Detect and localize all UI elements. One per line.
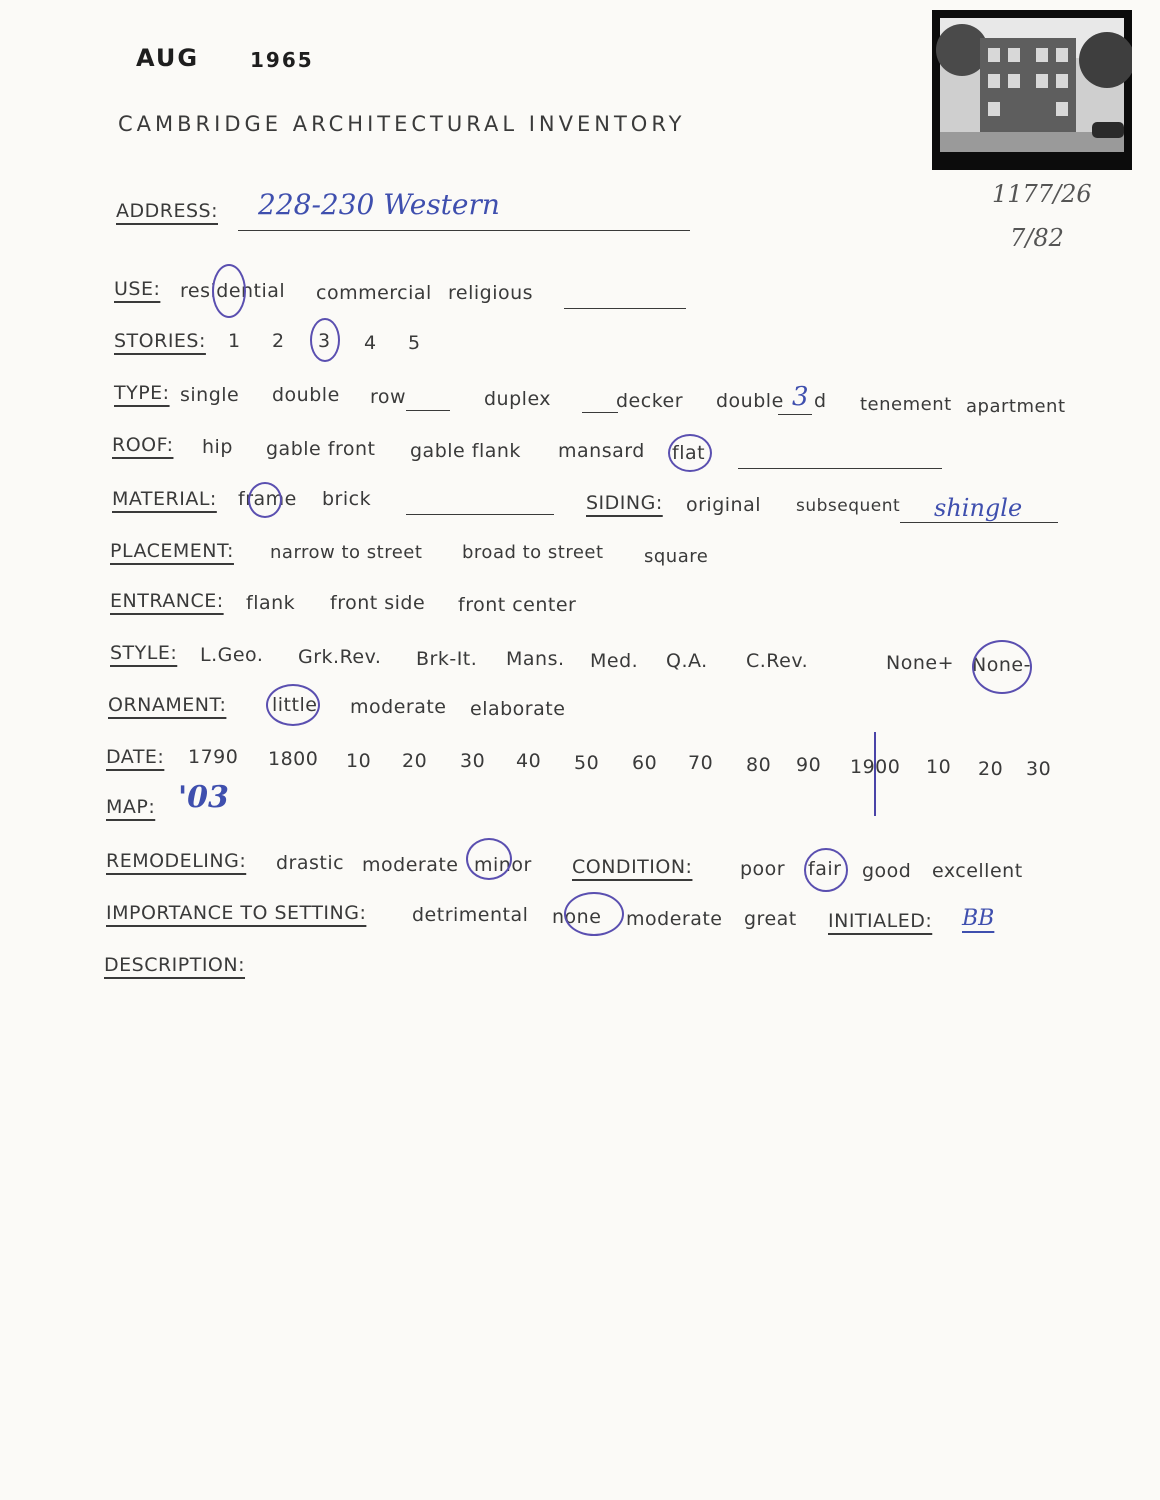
placement-broad: broad to street xyxy=(462,542,604,563)
stories-1: 1 xyxy=(228,330,241,352)
roof-gable-flank: gable flank xyxy=(410,440,521,462)
siding-label: SIDING: xyxy=(586,492,663,514)
address-value: 228-230 Western xyxy=(258,188,500,221)
map-label: MAP: xyxy=(106,796,156,818)
date-1930: 30 xyxy=(1026,758,1052,780)
type-duplex: duplex xyxy=(484,388,552,410)
importance-moderate: moderate xyxy=(626,908,723,930)
importance-detrimental: detrimental xyxy=(412,904,529,926)
remodeling-label: REMODELING: xyxy=(106,850,247,872)
style-none-minus: None- xyxy=(972,654,1031,676)
type-double-suffix: d xyxy=(814,390,827,412)
style-med: Med. xyxy=(590,650,639,672)
roof-hip: hip xyxy=(202,436,233,458)
type-apartment: apartment xyxy=(966,396,1066,417)
siding-subsequent: subsequent xyxy=(796,496,901,516)
ornament-moderate: moderate xyxy=(350,696,447,718)
material-selection-circle xyxy=(248,482,282,518)
stories-label: STORIES: xyxy=(114,330,206,352)
condition-fair: fair xyxy=(808,858,842,880)
style-qa: Q.A. xyxy=(666,650,708,672)
remodeling-minor: minor xyxy=(474,854,532,876)
description-label: DESCRIPTION: xyxy=(104,954,246,976)
roof-flat: flat xyxy=(672,442,706,464)
date-50: 50 xyxy=(574,752,600,774)
style-selection-circle xyxy=(972,640,1032,694)
style-label: STYLE: xyxy=(110,642,178,664)
use-commercial: commercial xyxy=(316,282,432,304)
placement-square: square xyxy=(644,546,709,567)
stories-4: 4 xyxy=(364,332,377,354)
date-60: 60 xyxy=(632,752,658,774)
type-single: single xyxy=(180,384,240,406)
style-grkrev: Grk.Rev. xyxy=(298,646,382,668)
initialed-value: BB xyxy=(962,906,995,931)
date-80: 80 xyxy=(746,754,772,776)
date-1900: 1900 xyxy=(850,756,901,778)
style-mans: Mans. xyxy=(506,648,565,670)
building-photo xyxy=(932,10,1132,170)
use-religious: religious xyxy=(448,282,534,304)
roof-other-line xyxy=(738,468,942,469)
use-other-line xyxy=(564,308,686,309)
condition-poor: poor xyxy=(740,858,786,880)
roof-label: ROOF: xyxy=(112,434,174,456)
address-line xyxy=(238,230,690,231)
remodeling-selection-circle xyxy=(466,838,512,880)
type-decker-count: 3 xyxy=(792,382,809,412)
date-stamp-month: AUG xyxy=(136,44,200,72)
date-selection-mark xyxy=(874,732,876,816)
stories-5: 5 xyxy=(408,332,421,354)
ornament-elaborate: elaborate xyxy=(470,698,566,720)
date-90: 90 xyxy=(796,754,822,776)
style-none-plus: None+ xyxy=(886,652,954,674)
date-10: 10 xyxy=(346,750,372,772)
use-selection-circle xyxy=(212,264,246,318)
style-crev: C.Rev. xyxy=(746,650,809,672)
style-lgeo: L.Geo. xyxy=(200,644,264,666)
condition-label: CONDITION: xyxy=(572,856,693,878)
date-1920: 20 xyxy=(978,758,1004,780)
type-double: double xyxy=(272,384,340,406)
ornament-selection-circle xyxy=(266,684,320,726)
type-row: row xyxy=(370,386,407,408)
date-40: 40 xyxy=(516,750,542,772)
stories-selection-circle xyxy=(310,318,340,362)
importance-selection-circle xyxy=(564,892,624,936)
siding-value: shingle xyxy=(934,494,1023,522)
importance-label: IMPORTANCE TO SETTING: xyxy=(106,902,367,924)
stories-2: 2 xyxy=(272,330,285,352)
date-label: DATE: xyxy=(106,746,165,768)
siding-original: original xyxy=(686,494,762,516)
date-1910: 10 xyxy=(926,756,952,778)
material-frame: frame xyxy=(238,488,297,510)
map-value: '03 xyxy=(178,780,229,815)
type-decker-line xyxy=(582,412,618,413)
remodeling-moderate: moderate xyxy=(362,854,459,876)
material-label: MATERIAL: xyxy=(112,488,217,510)
use-residential: residential xyxy=(180,280,286,302)
file-number-2: 7/82 xyxy=(1010,224,1064,252)
type-label: TYPE: xyxy=(114,382,170,404)
entrance-flank: flank xyxy=(246,592,296,614)
date-30: 30 xyxy=(460,750,486,772)
type-row-line xyxy=(406,410,450,411)
entrance-label: ENTRANCE: xyxy=(110,590,224,612)
condition-good: good xyxy=(862,860,912,882)
condition-excellent: excellent xyxy=(932,860,1023,882)
type-decker: decker xyxy=(616,390,684,412)
style-brkit: Brk-It. xyxy=(416,648,478,670)
ornament-label: ORNAMENT: xyxy=(108,694,227,716)
type-double-decker-line xyxy=(778,414,812,415)
address-label: ADDRESS: xyxy=(116,200,218,222)
building-photo-image xyxy=(932,10,1132,170)
roof-gable-front: gable front xyxy=(266,438,376,460)
ornament-little: little xyxy=(272,694,318,716)
stories-3: 3 xyxy=(318,330,331,352)
date-1800: 1800 xyxy=(268,748,319,770)
entrance-front-center: front center xyxy=(458,594,577,616)
date-20: 20 xyxy=(402,750,428,772)
type-double-decker: double xyxy=(716,390,784,412)
condition-selection-circle xyxy=(804,848,848,892)
form-title: CAMBRIDGE ARCHITECTURAL INVENTORY xyxy=(118,112,686,136)
material-brick: brick xyxy=(322,488,372,510)
importance-none: none xyxy=(552,906,602,928)
type-tenement: tenement xyxy=(860,394,952,415)
material-other-line xyxy=(406,514,554,515)
importance-great: great xyxy=(744,908,797,930)
placement-narrow: narrow to street xyxy=(270,542,423,563)
date-70: 70 xyxy=(688,752,714,774)
file-number-1: 1177/26 xyxy=(992,180,1092,208)
initialed-label: INITIALED: xyxy=(828,910,933,932)
roof-selection-circle xyxy=(668,434,712,472)
entrance-front-side: front side xyxy=(330,592,426,614)
use-label: USE: xyxy=(114,278,161,300)
siding-line xyxy=(900,522,1058,523)
date-stamp-year: 1965 xyxy=(250,48,314,72)
remodeling-drastic: drastic xyxy=(276,852,345,874)
date-1790: 1790 xyxy=(188,746,239,768)
roof-mansard: mansard xyxy=(558,440,645,462)
placement-label: PLACEMENT: xyxy=(110,540,234,562)
